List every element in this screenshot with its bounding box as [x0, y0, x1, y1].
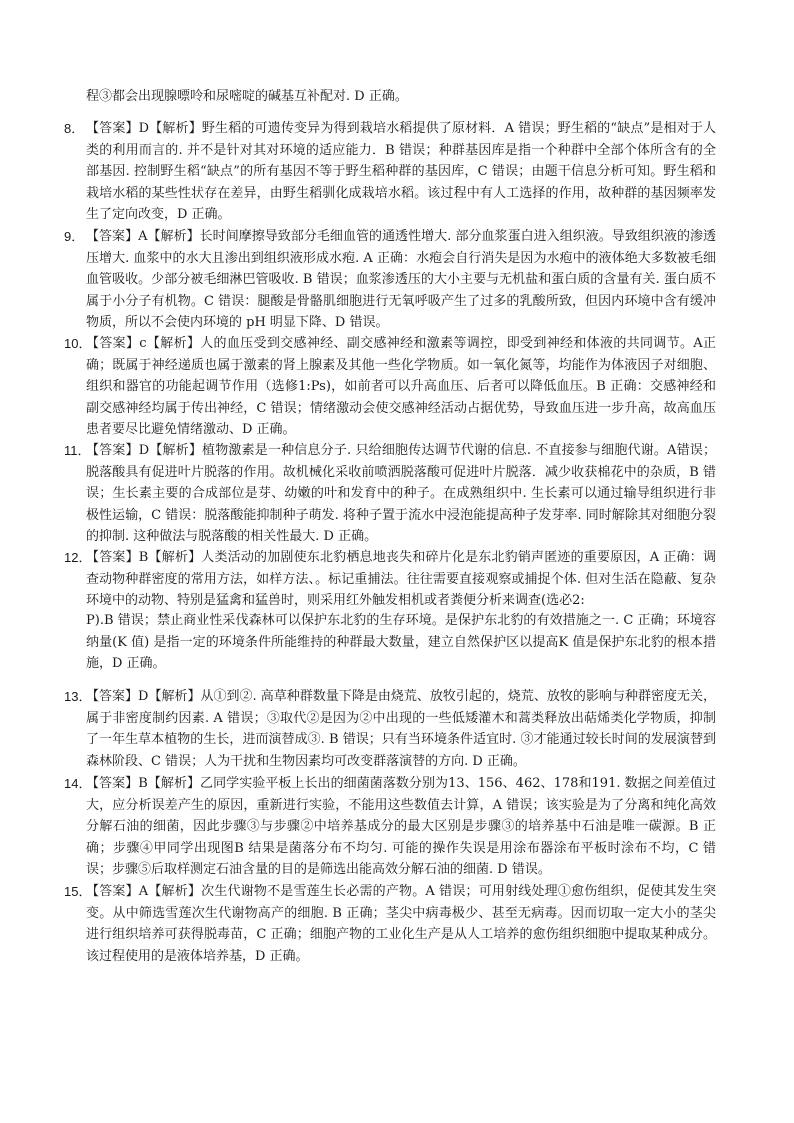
paragraph-text: 程③都会出现腺嘌呤和尿嘧啶的碱基互补配对. D 正确。: [86, 89, 408, 104]
item-number: 10．: [64, 336, 92, 351]
paragraph-text: 【答案】D【解析】植物激素是一种信息分子. 只给细胞传达调节代谢的信息. 不直接参与细胞代谢。A错误；脱落酸具有促进叶片脱落的作用。故机械化采收前喷洒脱落酸可促进叶片脱落．减少收获棉花中的杂质，B 错误；生长素主要的合成部位是芽、幼嫩的叶和发育中的种子。在成熟组织中. 生长素可以通过输导组织进行非极性运输，C 错误：脱落酸能抑制种子萌发. 将种子置于流水中浸泡能提高种子发芽率. 同时解除其对细胞分裂的抑制. 这种做法与脱落酸的相关性最大. D 正确。: [86, 443, 716, 545]
paragraph-text: 【答案】D【解析】野生稻的可遗传变异为得到栽培水稻提供了原材料．A 错误；野生稻的“缺点”是相对于人类的利用而言的. 并不是针对其对环境的适应能力．B 错误；种群基因库是指一个种群中全部个体所含有的全部基因. 控制野生稻“缺点”的所有基因不等于野生稻种群的基因库，C 错误；由题干信息分析可知。野生稻和栽培水稻的某些性状存在差异，由野生稻驯化成栽培水稻。该过程中有人工选择的作用，故种群的基因频率发生了定向改变，D 正确。: [86, 121, 716, 223]
answer-item-12-continued: [86, 610, 716, 675]
paragraph-text: 【答案】B【解析】乙同学实验平板上长出的细菌菌落数分别为13、156、462、178和191. 数据之间差值过大，应分析误差产生的原因，重新进行实验，不能用这些数值去计算，A 错误；该实验是为了分离和纯化高效分解石油的细菌，因此步骤③与步骤②中培养基成分的最大区别是步骤③的培养基中石油是唯一碳源。B 正确；步骤④甲同学出现图B 结果是菌落分布不均匀. 可能的操作失误是用涂布器涂布平板时涂布不均，C 错误；步骤⑤后取样测定石油含量的目的是筛选出能高效分解石油的细菌. D 错误。: [86, 776, 716, 878]
answer-item-12: [64, 547, 716, 612]
answer-item-10: [64, 333, 716, 441]
paragraph-text: 【答案】A【解析】次生代谢物不是雪莲生长必需的产物。A 错误；可用射线处理①愈伤组织，促使其发生突变。从中筛选雪莲次生代谢物高产的细胞. B 正确；茎尖中病毒极少、甚至无病毒。因而切取一定大小的茎尖进行组织培养可获得脱毒苗，C 正确；细胞产物的工业化生产是从人工培养的愈伤组织细胞中提取某种成分。该过程使用的是液体培养基，D 正确。: [86, 884, 716, 964]
item-number: 11．: [64, 443, 91, 458]
answer-item-11: [64, 440, 716, 548]
paragraph-text: 【答案】A【解析】长时间摩擦导致部分毛细血管的通透性增大. 部分血浆蛋白进入组织液。导致组织液的渗透压增大. 血浆中的水大且渗出到组织液形成水疱. A 正确：水疱会自行消失是因为水疱中的液体绝大多数被毛细血管吸收。少部分被毛细淋巴管吸收. B 错误；血浆渗透压的大小主要与无机盐和蛋白质的含量有关. 蛋白质不属于小分子有机物。C 错误：腿酸是骨骼肌细胞进行无氧呼吸产生了过多的乳酸所致，但因内环境中含有缓冲物质，所以不会使内环境的 pH 明显下降、D 错误。: [86, 229, 716, 331]
answer-item-15: [64, 881, 716, 967]
item-number: 13．: [64, 689, 92, 704]
paragraph-text: 【答案】c【解析】人的血压受到交感神经、副交感神经和激素等调控，即受到神经和体液的共同调节。A正确；既属于神经递质也属于激素的肾上腺素及其他一些化学物质。如一氧化氮等，均能作为体液因子对细胞、组织和器官的功能起调节作用（选修1:Ps)，如前者可以升高血压、后者可以降低血压。B 正确：交感神经和副交感神经均属于传出神经，C 错误；情绪激动会使交感神经活动占据优势，导致血压进一步升高，故高血压患者要尽比避免情绪激动、D 正确。: [86, 336, 716, 438]
answer-item-13: [64, 686, 716, 772]
item-number: 14．: [64, 776, 92, 791]
paragraph-text: 【答案】B【解析】人类活动的加剧使东北豹栖息地丧失和碎片化是东北豹销声匿迹的重要原因，A 正确：调查动物种群密度的常用方法，如样方法、。标记重捕法。往往需要直接观察或捕捉个体. 但对生活在隐蔽、复杂环境中的动物、特别是猛禽和猛兽时，则采用红外触发相机或者粪便分析来调查(选必2:: [86, 550, 716, 609]
item-number: 12．: [64, 550, 92, 565]
item-number: 9．: [64, 229, 85, 244]
answer-item-14: [64, 773, 716, 881]
paragraph-text: P).B 错误；禁止商业性采伐森林可以保护东北豹的生存环境。是保护东北豹的有效措施之一. C 正确；环境容纳量(K 值) 是指一定的环境条件所能维持的种群最大数量，建立自然保护区以提高K 值是保护东北豹的根本措施，D 正确。: [86, 613, 716, 672]
item-number: 8．: [64, 121, 85, 136]
answer-item-8: [64, 118, 716, 226]
answer-item-9: [64, 226, 716, 334]
paragraph-continuation: [86, 86, 716, 108]
paragraph-text: 【答案】D【解析】从①到②. 高草种群数量下降是由烧荒、放牧引起的，烧荒、放牧的影响与种群密度无关，属于非密度制约因素. A 错误；③取代②是因为②中出现的一些低矮灌木和蒿类释放出萜烯类化学物质，抑制了一年生草本植物的生长，进而演替成③. B 错误；只有当环境条件适宜时. ③才能通过较长时间的发展演替到森林阶段、C 错误；人为干扰和生物因素均可改变群落演替的方向. D 正确。: [86, 689, 716, 769]
item-number: 15．: [64, 884, 92, 899]
